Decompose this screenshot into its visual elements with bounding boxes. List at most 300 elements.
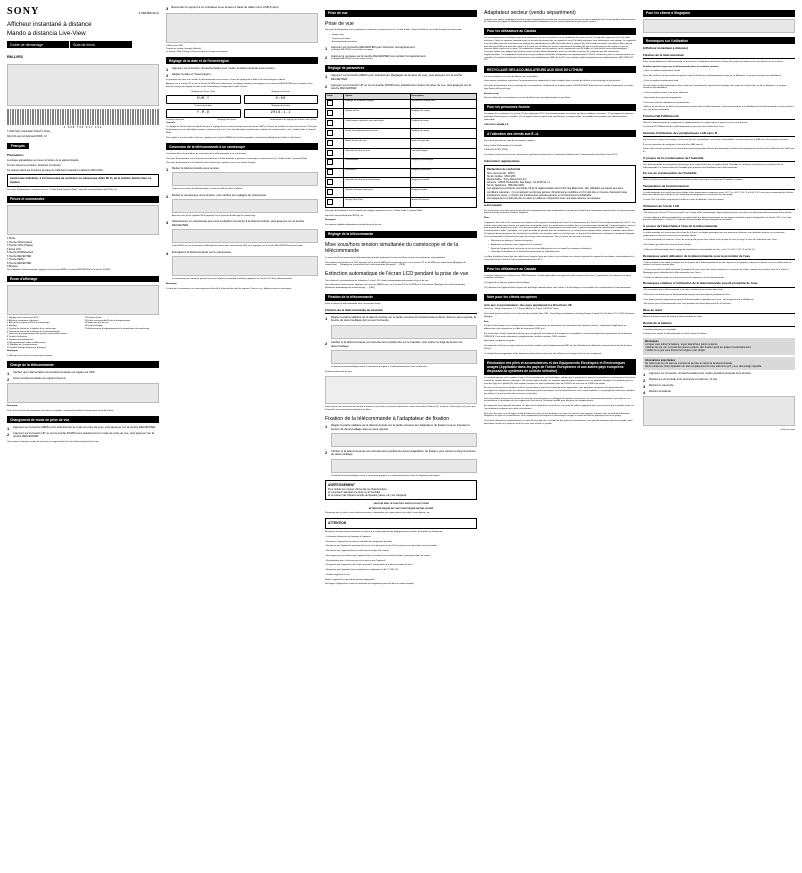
connect-step-2-note: Assurez-vous qu'un symbole Wi-Fi apparaît sur le panneau d'affichage du caméscope. — [172, 215, 256, 218]
attention-title: ATTENTION — [328, 520, 347, 525]
attention-line-10: Mettez l'appareil au rebut de la manière appropriée. — [325, 578, 376, 581]
europe-line-3: Si l'électricité statique ou les champs électrostatiques entraînent une interruption lors du transfert des données (échec), redémarrez l'application ou débranchez, puis rebranchez le câble de connexion (USB, etc.) — [484, 325, 627, 331]
band-fix-steps — [325, 316, 477, 369]
in-water-line-1: • N'ouvrez et ne fermez pas la télécommande lorsque vous êtes dans/à proximité de l'eau. — [643, 293, 731, 296]
canada-heading-3: Pour les utilisateurs au Canada — [484, 265, 636, 272]
support-illustration — [166, 13, 318, 43]
column-2 — [166, 6, 318, 867]
support-step-text: Raccordez le support à un ordinateur sous tension à l'aide du câble micro USB (fourni). — [171, 6, 280, 9]
conseil-body: Le réglage de l'heure d'été est affiché lorsque le réglage horaire entre le temps universel (heure GMT) et l'heure de l'endroit où vous vous trouvez. Pour plus d'informations sur les décalages horaires, reportez-vous à la « Liste des décalages horaires des capitales du monde entière » du « Guide d'aide » (manuel Web). — [166, 126, 318, 134]
battery-removal-heading: Retrait de la batterie — [643, 322, 795, 327]
conseil-body-2: Pour régler le fuseau la date et l'heure, appuyez sur la touche MENU de la télécommande et sélectionnez Réglage de la date et de l'heure). — [166, 136, 302, 139]
fcc-bullet: • Augmenter la distance entre l'appareil et le récepteur. — [488, 244, 636, 247]
avertissement-title: AVERTISSEMENT — [328, 482, 355, 487]
cell-icon — [326, 168, 344, 178]
cell-icon — [326, 99, 344, 109]
footer-continue: → Suite au verso — [778, 428, 795, 431]
lcd-legend-item: 17 Avertissement d'augmentation de la température du caméscope — [84, 327, 150, 330]
wlan-line-2: Sony n'offre aucune garantie et ne saurait être tenue responsable d'éventuels dommages résultant d'un manque de sécurité ou de l'utilisation d'un LAN sans fil. — [643, 148, 795, 154]
declaration-row: Nom commercial : SONY — [487, 171, 515, 175]
lcd-legend-item: 8 Qualité d'utilisation — [7, 336, 28, 339]
cell-desc: Grandissez l'image haut — [410, 99, 476, 109]
declaration-row: Cet appareil est conforme à la Partie 15 de la réglementation de la FCC des États-Unis. Son utilisation est sujette aux deux conditions suivantes : (1) cet appareil ne doit pas générer d'interférences nuisibles et (2) il doit être en mesure d'accepter toute interférence reçue, y compris les interférences pouvant générer un fonctionnement indésirable. — [487, 187, 627, 197]
part-item: 5 Touche DOWN/suivant — [7, 251, 34, 255]
elimination-line-2: Pour les produits qui pour des raisons de sécurité, de performance ou d'intégrité de données nécessitent une connexion permanente à une pile ou à un accumulateur, il conviendra de vous rapprocher d'un service Technique qualifié pour effectuer son remplacement. — [484, 397, 631, 403]
band-attach-note-2: Faites passer une extrémité du bracelet à travers le trou situé à son autre extrémité et serrez le bracelet à l'aide de (1) la boucle. Faites glisser (2) pour que le bracelet soit correctement maintenu en place. — [325, 406, 476, 411]
fcc-bullet: • Réorienter ou déplacer l'antenne réceptrice. — [488, 240, 636, 243]
ac-adapter-heading: Adaptateur secteur (vendu séparément) — [484, 10, 576, 16]
wifi-bt-heading: Fonction Wi-Fi/Bluetooth — [643, 115, 795, 120]
usage-notes-heading: Remarques sur l'utilisation — [643, 37, 795, 44]
part-item: 7 Touche MENU — [7, 258, 25, 262]
usage-line-3: Dans des endroits tels qu'un véhicule garé au soleil, le boîtier de la télécommande risque de se déformer, ce qui peut entraîner une défaillance. — [643, 75, 782, 77]
cell-option: Réglage de la qualité d'image — [344, 99, 410, 109]
battery-removal-line-0: La batterie intégrée est recyclable. — [643, 328, 677, 331]
elimination-line-0: Ce symbole apposé sur le produit, la pile ou l'accumulateur ou sur l'emballage, indique que le produit et les piles et accumulateurs ne doivent pas être traités comme de simples déchets ménagers. Sur certains types de piles, ce symbole apparaît parfois combiné avec un symbole chimique. Les symboles pour le mercure (Hg) ou le plomb (Pb) sont rajoutés lorsque ces piles contiennent plus de 0,0005% de mercure ou 0,004% de plomb. — [484, 377, 636, 385]
settings-url: http://rd1.sony.net/help/cam/1615/h_zz/ — [325, 214, 364, 217]
lcd-legend-item: 5 Témoin de niveau de la batterie d'un caméscope — [7, 327, 56, 330]
shooting-mode-step: Appuyez sur la touche UP ou sur la touche DOWN pour sélectionner le mode de prise de vue, puis appuyez sur la touche REC/ENTER. — [13, 430, 155, 439]
setting-icon — [327, 169, 333, 175]
shoot-settings-heading: Réglage de paramètres — [325, 65, 477, 72]
table-row — [326, 188, 477, 198]
battery-removal-step: Retirez la batterie. — [649, 388, 672, 393]
cell-option: Intervalle de prise de vue — [344, 148, 410, 158]
lcd-legend-item: 4 Réglage — [7, 325, 17, 328]
parts-list — [7, 237, 159, 269]
cell-option: Intervalle de prise de vue time-lapse — [344, 178, 410, 188]
table-row — [326, 119, 477, 129]
elimination-line-5: Pour toute information complémentaire au sujet du recyclage de ce produit ou des piles et accumulateurs, vous pouvez contacter votre municipalité, votre déchetterie locale ou le point de vente où vous avez acheté ce produit. — [484, 420, 633, 425]
title-spanish: Mando a distancia Live-View — [7, 29, 86, 37]
europe-heading: Note pour les clients européens — [484, 294, 636, 301]
connect-body-2: Pour plus d'informations sur la manière de connecter la télécommande à plusieurs caméscopes, reportez-vous au « Guide d'aide » (manuel Web). — [166, 157, 308, 160]
band-fix-step-text: Vérifiez si la télécommande est correctement positionnée sur le bracelet, puis entrez le doigt du bouton de déverrouillage. — [331, 340, 463, 348]
band-fix-step — [325, 316, 477, 339]
remarques-line-2: • Veillez à ne pas vous blesser les ongles et les doigts. — [645, 349, 706, 353]
attention-line-11: Rechargez l'appareil en suivant la méthode de chargement prescrite dans le mode d'emploi. — [325, 583, 415, 586]
lcd-illustration — [7, 285, 159, 315]
copyright: © 2016 Sony Corporation Printed in China — [7, 131, 50, 134]
wlan-line-1: Il est très important de configurer la sécurité d'un LAN sans fil. — [643, 143, 704, 146]
lcd-legend-left — [7, 317, 82, 350]
elimination-line-1: En vous assurant que les produits, piles et accumulateurs sont mis au rebut de façon appropriée, vous participez activement à la prévention des conséquences négatives que leur mauvais traitement pourrait provoquer sur l'environnement et sur la santé humaine. Le recyclage des matériaux contribue par ailleurs à la préservation des ressources naturelles. — [484, 387, 635, 395]
language-tab-french: Français — [7, 143, 29, 149]
cell-option: Panoramique — [344, 158, 410, 168]
caution-line-1: CAUTION RISK OF ELECTRIC SHOCK DO NOT OPEN — [373, 502, 429, 505]
cell-icon — [326, 148, 344, 158]
before-water-line-1: • Si vous avez utilisé la télécommande à proximité de l'eau, avec des mains humaines ou couvertes de sable, nettoyez la poussière et/ou le la saleté. « Nettoyage après utilisation de la télécommande sous l'eau ». — [643, 269, 790, 274]
diagram-label-time: Réglage de l'heure — [271, 90, 290, 93]
before-use-warning-text: Avant toute utilisation, il est nécessaire de connecter un caméscope vidéo Wi-Fi, de la manière décrite dans ce manuel. — [10, 177, 152, 184]
connect-steps — [166, 167, 318, 281]
connect-step — [166, 251, 318, 281]
part-item: 9 Bracelet — [7, 265, 18, 269]
lcd-use-line-0: • Ne laissez pas l'écran LCD face au soleil, car il risque d'être endommagé. Soyez vigilant lorsque vous placez la télécommande à proximité d'une fenêtre. — [643, 211, 793, 214]
table-row — [326, 148, 477, 158]
recycling-body-3: Pour plus d'informations sur le recyclage des accumulateurs, téléphonez au numéro gratuit 1-800-822-8837 (Etats-Unis et Canada uniquement), ou visitez http://www.call2recycle.org/ — [484, 85, 634, 90]
operating-temp-line-0: La télécommande est conçue pour être utilisée à des températures comprises entre -10 °C et +40 °C (14 °F et 104 °F). Il n'est pas recommandé de l'utiliser dans des endroits très chauds ou très froids dont la température se situe hors de cette plage. — [643, 191, 794, 197]
setting-icon — [327, 120, 333, 126]
set-time-body-1: La première fois que vous mettez la télécommande sous tension, l'écran de réglage de la date et de l'heure/région s'affiche. — [166, 78, 286, 81]
support-note: Le témoin CHG (Charge) s'éteint lorsque la charge est terminée. — [166, 50, 229, 53]
lcd-legend — [7, 317, 159, 350]
connect-step — [166, 220, 318, 248]
remarques-line-1: • Retirez les vis, etc. à l'écart des jeunes enfants, afin d'éviter qu'ils les avalent involontairement. — [645, 346, 752, 350]
remarques-box — [643, 338, 795, 355]
connect-step-3-note: Quand Wi-Fi est sur le panneau d'affichage du caméscope, sélectionnez [OK], puis appuyez sur la touche REC/ENTER du caméscope. — [172, 245, 304, 248]
adapter-fix-step-text: Réglez la partie saillante de la télécommande sur la partie concave de l'adaptateur de fixation tout en insérant le bouton de déverrouillage dans le sens opposé. — [331, 423, 470, 431]
table-row — [326, 178, 477, 188]
before-water-line-2: • Vérifiez et éliminez toute trace de fissures ou de craquelures sur la télécommande. — [643, 276, 725, 279]
wlan-security-heading: Sécurité d'utilisation des périphériques LAN sans fil — [643, 132, 795, 137]
support-label-lamp: Témoin de charge (orange) (allumé) — [166, 47, 202, 50]
waterproof-line-1: • La télécommande est étanche à l'eau, de sorte qu'elle puisse être utilisée sous la pluie ou sous la neige, ou lors de l'utilisation sous l'eau. — [643, 239, 778, 242]
lcd-use-heading: Utilisation de l'écran LCD — [643, 205, 795, 210]
part-item: 8 Touche REC/ENTER — [7, 261, 32, 265]
declaration-row: No de Téléphone : 858-942-2230 — [487, 184, 524, 188]
part-item: 4 Écran LCD — [7, 247, 21, 251]
persons-heading: Pour les personnes fournis — [484, 104, 636, 111]
adapter-fix-step — [325, 424, 477, 447]
attention-line-6: • Ne démontez pas, n'écrasez pas ou ne percez pas l'appareil. — [325, 559, 386, 562]
lcd-value-date: 2016-1-1 — [244, 109, 319, 118]
battery-heat-warning: N'exposez pas les piles à une chaleur excessive, notamment aux rayons directs du soleil, à une flamme, etc. — [325, 512, 431, 515]
band-fix-step-note: Le bouton de déverrouillage revient à sa position d'origine si la télécommande est fixée au bracelet. — [331, 366, 428, 369]
column-1 — [7, 6, 159, 867]
band-fix-image-2 — [331, 350, 477, 364]
connect-step-1-note: Quand vous activez la télécommande, l'écran de veille du Wi-Fi s'affiche. — [172, 188, 243, 191]
lcd-legend-item: 3 État de la réception GPS d'un caméscope — [7, 322, 50, 325]
diagram-label-hour: Réglage de l'heure — [217, 118, 236, 121]
adapter-fix-image-2 — [331, 459, 477, 473]
settings-note-2: Les options réglables dépendent du mode de prise de vue. — [325, 224, 382, 227]
power-sim-body-1: Le mise sous/hors tension de la télécommande entraîne également la mise sous/hors tension du caméscope correspondant. — [325, 256, 446, 259]
attention-line-7: • N'exposez pas l'appareil à des chocs excessifs, notamment ne le laissez tomber de haut. — [325, 564, 413, 567]
connect-step-4-image — [172, 256, 318, 276]
table-row — [326, 129, 477, 139]
setting-icon — [327, 150, 333, 156]
persons-body: Cet appareil est conforme à la section 15 des règlements FCC. Son fonctionnement est soumis aux deux conditions suivantes : (1) cet appareil ne doit pas provoquer d'interférences nuisibles, (2) cet appareil doit accepter toute interférence, y compris celles susceptibles de provoquer son fonctionnement indésirable. — [484, 113, 634, 121]
setting-icon — [327, 110, 333, 116]
fcc-after: Le câble d'interface fourni doit être utilisé avec l'appareil pour que celui-ci soit conforme aux critères régissant les appareils numériques, conformément à la sous-partie B de la Partie 15 de la réglementation de la FCC. — [484, 255, 635, 261]
singapore-mark — [643, 19, 795, 33]
precautions-line-3: Ce manuel décrit les fonctions de base de l'afficheur instantané à distance RM-LVR3. — [7, 169, 104, 173]
shooting-step-note: Le témoin REC/Wi-Fi vire du bleu au rouge. — [331, 49, 374, 52]
lcd-legend-item: 14 Durée enregistrable/Durée d'enregistrement — [84, 319, 131, 322]
power-sim-heading: Mise sous/hors tension simultanée du caméscope et de la télécommande — [325, 241, 459, 255]
precautions-line-1: La plaque signalétique se trouve à l'arrière de la télécommande. — [7, 158, 80, 162]
adapter-fix-step-note: Le bouton de déverrouillage revient à sa position d'origine si la télécommande est fixée à l'adaptateur de fixation. — [331, 474, 441, 477]
time-diagram-2 — [166, 105, 318, 119]
elimination-line-3: En rapportant votre appareil électrique, les piles et accumulateurs en fin de vie à un point de collecte approprié vous vous assurez que le produit, la pile ou l'accumulateur incorporé sera traité correctement. — [484, 405, 634, 410]
set-time-step: Appuyez sur la touche ∪(marche/veille) pour mettre la télécommande sous tension. — [172, 65, 276, 70]
usage-notes-sub-1b: Fixation de la télécommande — [643, 54, 795, 59]
settings-note: Pour plus d'informations sur les options de réglage, reportez-vous au « Guide d'aide » (manuel Web). — [325, 209, 424, 212]
shooting-big-heading: Prise de vue — [325, 20, 354, 27]
in-water-line-3: • Ne laissez pas la télécommande sous l'eau pendant une durée dépassant les 30 minutes. — [643, 303, 732, 306]
europe-line-6: Cet appareil a été testé et jugé conforme aux limites établies par la réglementation EMC lors de l'utilisation de câbles de connexion de moins de 3 mètres (9,8 pi). — [484, 345, 633, 350]
usage-line-7: • À proximité d'un puissant magnétisme — [643, 96, 682, 99]
avertissement-line-3: 2) ne placez pas d'objets remplis de liquides (vases, etc.) sur l'appareil. — [328, 494, 407, 498]
battery-removal-line-1: Lorsque vous mettez la télécommande au rebut, retirez la batterie. — [643, 333, 708, 336]
attention-line-8: • N'exposez pas l'appareil à des températures supérieures à 60 °C (140 °F). — [325, 569, 399, 572]
europe-line-1: Pour toute question relative à la conformité des produits dans l'UE : Sony Belgium, bijkantoor van Sony Europe Limited, Da Vincilaan 7-D1, 1935 Zaventem, Belgique — [484, 313, 635, 318]
connect-step-3-image — [172, 229, 318, 243]
cspc-code: CAN ICES-3 B/NMB-3 B — [484, 123, 509, 126]
recycling-body-2: Vous pouvez contribuer à préserver l'environnement en rapportant les piles usagées dans un point de collecte et de recyclage le plus proche. — [484, 80, 621, 83]
set-time-heading: Réglage de la date et de l'heure/région — [166, 57, 318, 64]
shooting-mode-steps — [7, 426, 159, 439]
canada3-item-2: (2) l'utilisateur de l'appareil doit accepter tout brouillage radioélectrique subi, même si le brouillage est susceptible d'en compromettre le fonctionnement. — [484, 286, 632, 289]
cell-desc: Activer/Désactiver — [410, 198, 476, 208]
battery-removal-steps — [643, 372, 795, 393]
cell-desc: Réglage panoramique — [410, 158, 476, 168]
support-step-number: 3 — [166, 6, 169, 11]
important-info-line-1: Nous refuserons toute réparation ou tout remplacement si nous estimons qu'il y a eu démontage injustifié. — [645, 364, 762, 368]
declaration-row: Responsable : Sony Electronics Inc. — [487, 178, 528, 182]
column-3 — [325, 6, 477, 867]
settings-table — [325, 93, 477, 208]
parts-note: Pour déballer la télécommande, appuyez sur le bouton MENU, la touche REC/ENTER et la touche DOWN. — [7, 268, 111, 271]
declaration-row: Cet équipement ne doit pas être co-situé ou utilisé en conjonction avec une autre antenne ou émetteur. — [487, 196, 601, 200]
shooting-step-text: Appuyez à nouveau sur la touche REC/ENTER pour arrêter l'enregistrement. — [331, 53, 427, 58]
cell-icon — [326, 119, 344, 129]
cell-icon — [326, 139, 344, 149]
shooting-step — [325, 55, 477, 61]
lcd-legend-item: 12 Qualité d'image (fréquence d'images) — [7, 347, 47, 350]
avertissement-line-1: Pour réduire les risques d'incendie ou d'électrocution, — [328, 487, 388, 491]
connect-step-text: Sélectionnez un caméscope que vous souhaitez connecter à la télécommande, puis appuyez sur la touche REC/ENTER. — [172, 219, 305, 227]
time-diagram — [166, 91, 318, 105]
adapter-fix-step — [325, 450, 477, 478]
table-row — [326, 139, 477, 149]
usage-line-2: • Dans un endroit extrêmement chaud — [643, 70, 680, 73]
auto-lcd-off-heading: Extinction automatique de l'écran LCD pendant la prise de vue — [325, 271, 469, 278]
document-number: 4-568-806-21(1) — [138, 10, 159, 15]
charge-heading: Charge de la télécommande — [7, 361, 159, 368]
adapter-fix-steps — [325, 424, 477, 477]
europe-sub-heading: Avis aux consommateurs des pays appliquant les Directives UE — [484, 302, 572, 307]
in-water-line-2: • Des baffes peuvent apparaître lorsque la télécommande est plongée sous l'eau ; l'on n'agit pas d'une défaillance. — [643, 298, 754, 301]
badge-guide-es: Guía de inicio — [70, 41, 132, 48]
set-time-step: Réglez la date et l'heure/région. — [172, 71, 212, 76]
cell-icon — [326, 198, 344, 208]
settings-note-heading: Remarque — [325, 219, 336, 222]
connect-step-4-note: Le caméscope est connecté quand l'écran de l'afficheur instantané à distance apparaît sur l'écran LCD de la télécommande. — [172, 278, 293, 281]
important-info-title: Informations importantes — [645, 358, 676, 362]
before-use-after: Pour plus d'informations, reportez-vous au « Guide d'aide (manuel Web) : http://rd1.sony.net/help/cam/1615/h_zz/ — [7, 189, 117, 192]
connect-step-text: Mettez la télécommande sous tension. — [172, 166, 220, 170]
europe-line-2: Avis — [484, 320, 489, 323]
lcd-note: L'affichage varie selon le caméscope connecté. — [7, 354, 53, 357]
battery-removal-illustration — [643, 396, 795, 426]
usage-line-9: Veillez à ne pas laisser le sable ou la poussière pénétrer dans la télécommande. Cela peut provoquer une défaillance de la télécommande et, dans certains cas, une panne irréparable. — [643, 106, 794, 111]
declaration-row: Adresse : 16535 Via Esprillo, San Diego, CA 92127 É.-U. — [487, 181, 551, 185]
lcd-value-format: Y-M-D — [166, 109, 241, 118]
europe-line-7: Le champ électromagnétique à des fréquences particulières peut avoir une influence sur l'image et le son de cet appareil. — [484, 352, 602, 355]
power-sim-body-2: Pour régler cette fonction sur OFF, appuyez sur la touche MENU du caméscope, puis sur la touche UP ou DOWN pour sélectionner (Réglages du caméscope) → (Réglage de la puissance de la télécommande (Exemple) → [OFF]. — [325, 261, 466, 267]
attention-line-2: • Ne laissez l'appareil en aucune la méthode de chargement possible. — [325, 540, 393, 543]
shooting-bullet: • Images fixes — [329, 34, 477, 37]
setting-icon — [327, 100, 333, 106]
in-water-line-0: • Ne soumettez pas la télécommande à un choc, notamment en sautant dans l'eau. — [643, 289, 724, 292]
part-item: 1 Borne — [7, 237, 16, 241]
europe-line-4: Par la présente, Sony Corporation déclare que cet appareil est conforme aux exigences essentielles et aux autres dispositions pertinentes de la directive 1999/5/CE. Pour toute information complémentaire, veuillez consulter l'URL suivante : — [484, 332, 632, 338]
cell-icon — [326, 178, 344, 188]
cell-option: Format de film — [344, 109, 410, 119]
shooting-body: Pour plus d'informations sur les opérations ci-dessous, reportez-vous au « Guide d'aide » (manuel Web) ou au mode d'emploi du caméscope. — [325, 29, 463, 32]
setting-icon — [327, 130, 333, 136]
shooting-mode-step: Appuyez sur la touche MENU pour sélectionner le mode de prise de vue), puis appuyez sur la touche REC/ENTER. — [13, 424, 157, 429]
usage-notes-sub-1: [Afficheur instantané à distance] — [643, 46, 688, 51]
connect-step-text: Mettez le caméscope sous tension, puis vérifiez les réglages du caméscope. — [172, 192, 267, 197]
cell-icon — [326, 158, 344, 168]
band-fix-heading: Fixation de la télécommande — [325, 294, 477, 301]
cell-option: Steady Shot (Film) — [344, 198, 410, 208]
shoot-settings-step: Appuyez sur la touche MENU pour sélectionner (Réglages de la prise de vue), puis appuyez sur la touche REC/ENTER. — [331, 73, 463, 81]
condensation-case-heading: En cas de condensation de l'humidité — [643, 172, 795, 177]
charge-steps — [7, 371, 159, 380]
columns-container — [7, 6, 795, 867]
table-row — [326, 158, 477, 168]
fcc-bullet: • Consulter le détaillant ou un technicien expérimenté en radio/télévision. — [488, 251, 636, 254]
shooting-mode-note: Vous pouvez changer le mode de prise de vue appareil dans le coin inférieur gauche de l'écran. — [7, 441, 100, 444]
setting-icon — [327, 199, 333, 205]
cell-option: Retardateur — [344, 168, 410, 178]
table-row — [326, 198, 477, 208]
lcd-legend-item: 13 Format de film — [84, 316, 102, 319]
lcd-legend-item: 6 Témoin de niveau de la batterie de la télécommande — [7, 330, 60, 333]
declaration-title: Déclaration de conformité — [487, 168, 521, 172]
diagram-label-confirm: Confirmations du réglage de la date et de l'heure — [269, 118, 317, 121]
support-label-cable: Câble micro USB — [166, 45, 183, 47]
help-url: http://rd1.sony.net/help/cam/1615/h_zz/ — [7, 135, 48, 138]
waterproof-line-0: La télécommande est conçue pour être étanche à l'eau. Les dégâts provoqués par une mauvaise utilisation, une utilisation abusive ou un entretien inapproprié ne sont pas couverts par la garantie limitée. — [643, 231, 785, 237]
usage-line-5: Si vous rangez la télécommande en plein soleil ou à proximité d'un appareil de chauffage, elle risque de se décolorer ou de se déformer, ce qui peut entraîner une défaillance. — [643, 84, 787, 90]
connect-step — [166, 194, 318, 218]
shooting-step — [325, 46, 477, 52]
cell-option: Taille images capturées avec time-lapse — [344, 119, 410, 129]
lcd-legend-item: 11 Réglage de l'enregistrement — [7, 344, 38, 347]
parts-heading: Pièces et commandes — [7, 196, 159, 203]
table-row — [326, 109, 477, 119]
lcd-legend-item: 9 Support d'enregistrement — [7, 338, 34, 341]
attention-box — [325, 518, 477, 529]
cell-desc: Réglage nombre — [410, 188, 476, 198]
fcc-bullet: • Brancher l'appareil dans une prise ou sur un circuit différent de celui sur lequel le récepteur est branché. — [488, 248, 636, 251]
product-illustration — [7, 64, 159, 106]
wlan-line-0: Pour éviter les risques de piratage, il accès par des tiers malveillants, ou d'autres vulnérabilités, assurez-vous que le LAN sans fil est toujours sécurisé. — [643, 138, 790, 141]
operating-temp-heading: Température de fonctionnement — [643, 185, 795, 190]
usage-line-4: • Dans un endroit extrêmement froid — [643, 79, 679, 82]
diagram-label-dateformat: Format de la date — [194, 104, 212, 107]
attention-us-line-0: Pour toute question au sujet de cet appareil, appeler : — [484, 139, 536, 142]
model-number: RM-LVR3 — [7, 55, 23, 60]
connect-camera-heading: Connexion de la télécommande à un caméscope — [166, 143, 318, 150]
connect-step-text: Enregistrez la télécommande sur le caméscope. — [172, 249, 232, 254]
attention-us-line-2: 1-800-222-SONY (7669) — [484, 149, 508, 152]
part-item: 3 Témoin CHG (Charge) — [7, 244, 33, 248]
cell-option: Durée d'enregistrement en boucle — [344, 129, 410, 139]
elimination-heading: Elimination des piles et accumulateurs et des Equipements Electriques et Electroniques usagés (Applicable dans les pays de l'Union Européenne et aux autres pays européens disposant de systèmes de collecte sélective) — [484, 359, 636, 374]
band-attach-note: Fixation du bracelet au bras. — [325, 371, 353, 374]
europe-line-5: http://www.compliance.sony.de/ — [484, 340, 515, 343]
fcc-warning-body: Par la présente, vous êtes avisé du fait que tout changement ou toute modification ne faisant pas l'objet d'une autorisation expresse dans le présent manuel pourrait annuler votre droit d'utiliser l'appareil. — [484, 209, 635, 215]
band-fix-body: Fixez et utilisez la télécommande avec l'accessoire fourni. — [325, 303, 382, 306]
battery-removal-step: Appuyez sur la touche ∪(marche/veille) pour mettre la télécommande hors tension. — [649, 370, 752, 375]
diagram-label-monthday: Transfert mois/jour — [166, 118, 185, 121]
before-water-heading: Remarques avant utilisation de la télécommande sous la proximité de l'eau — [643, 255, 795, 260]
cell-desc: Mode d'image fixe — [410, 139, 476, 149]
connect-step-1-image — [172, 172, 318, 186]
connect-note: L'écran de la connexion à un caméscope peut être dû à la densité du trafic de signaux. Dans ce cas, déplacez-vous et réessayez. — [166, 288, 292, 291]
remarques-line-0: Lorsque vous retirez la batterie, soyez attentif aux points suivants. — [645, 343, 719, 347]
canada3-body: Le présent appareil est conforme aux CNR d'Industrie Canada applicables aux appareils radio exempts de licence. L'exploitation est autorisée aux deux conditions suivantes : — [484, 274, 631, 280]
regulatory-info-title: Information réglementaire — [484, 158, 520, 163]
remarques-title: Remarques — [645, 340, 659, 344]
setting-icon — [327, 179, 333, 185]
set-time-body-2: Appuyez sur la touche UP ou sur la touche DOWN pour sélectionner le réglage souhaité, puis appuyez sur la touche REC/ENTER pour confirmer. Vous pouvez changer de réglage de date et de l'heure/région change dans l'ordre suivant. — [166, 83, 313, 89]
cell-option: Nombre d'images time-lapse — [344, 188, 410, 198]
diagram-label-date: Réglage de la date — [271, 104, 290, 107]
cell-icon — [326, 188, 344, 198]
cell-icon — [326, 109, 344, 119]
fcc-note-body: L'appareil a été testé et est conforme aux exigences d'un appareil numérique de Classe B, conformément à la Partie 15 de la réglementation de la FCC. Ces critères sont conçus pour fournir une protection raisonnable contre les interférences nuisibles dans un environnement résidentiel. L'appareil génère, utilise et peut émettre des fréquences radio ; s'il n'est pas installé et utilisé conformément aux instructions, il pourrait provoquer des interférences nuisibles aux communications radio. Cependant, il n'est pas possible de garantir que des interférences ne seront pas provoquées dans certaines conditions particulières. Si l'appareil devait provoquer des interférences nuisibles à la réception radio ou à la télévision, ce qui peut être démontré en allumant et éteignant l'appareil, il est recommandé à l'utilisateur d'essayer de corriger cette situation par l'une ou l'autre des mesures suivantes : — [484, 221, 636, 238]
cell-option: Mode de prise de vue — [344, 139, 410, 149]
charge-step: Vérifiez que l'alimentation de la télécommande est réglée sur OFF. — [13, 369, 96, 374]
auto-lcd-off-body-1: Pour réduire la consommation de la batterie, l'écran LCD s'éteint automatiquement pendant la prise de vue. — [325, 279, 429, 282]
before-use-warning — [7, 174, 159, 187]
attention-line-9: • Gardez l'appareil au sec. — [325, 573, 351, 576]
set-time-steps — [166, 67, 318, 76]
time-diagram-3 — [166, 119, 318, 122]
lcd-screen-heading: Écran d'affichage — [7, 276, 159, 283]
shooting-bullet: • Enregistrement en boucle — [329, 41, 477, 44]
battery-removal-step: Retirez le couvercle. — [649, 382, 675, 387]
condensation-body: Si la télécommande est transportée directement d'un endroit froid vers un endroit chaud, l'humidité se condense à l'intérieur ou à l'extérieur de la télécommande. La condensation de l'humidité peut entraîner une défaillance de la télécommande. — [643, 163, 783, 169]
singapore-heading: Pour les clients à Singapour — [643, 10, 795, 17]
fcc-note-title: Note : — [484, 217, 491, 220]
shooting-steps — [325, 46, 477, 61]
lcd-note-heading: Remarque — [7, 349, 18, 352]
usage-line-8: • Dans des endroits sablonneux ou poussiéreux — [643, 101, 690, 104]
band-fix-sub-heading: Fixation de la télécommande au bracelet — [325, 309, 477, 314]
before-water-line-0: • Si de la saleté ou du sable se dépose sur les bornes de la télécommande (là où elle repose sur le support), nettoyez les bornes avec un chiffon doux en veillant à ne laisser aucune fibre. — [643, 261, 792, 267]
barcode-number: 4 548 736 017 131 — [63, 125, 103, 129]
lcd-legend-right — [85, 317, 160, 350]
cell-desc: Intervalle images — [410, 148, 476, 158]
connect-step-2-image — [172, 199, 318, 213]
settings-col-option: Option — [344, 94, 410, 99]
setting-icon — [327, 189, 333, 195]
sony-logo: SONY — [7, 6, 40, 17]
condensation-heading: À propos de la condensation de l'humidité — [643, 157, 795, 162]
lcd-use-line-1: • Si vous utilisez la télécommande dans un endroit froid, des lignes horizontales ou une image résiduelle risquent d'apparaître sur l'écran LCD. Il ne s'agit pas d'une défaillance. L'écran LCD redevient normal lorsque la télécommande se réchauffe. — [643, 216, 792, 222]
cell-desc: Réglage du temps — [410, 129, 476, 139]
connect-step — [166, 167, 318, 191]
cell-desc: Réglage intervalle — [410, 178, 476, 188]
diagram-label-dst: Réglage de l'heure d'été — [191, 90, 216, 93]
waterproof-line-3: • Utilisez la télécommande dans la plage de température recommandée de l'eau : de 0 °C à 40 °C (32 °F et 104 °F). — [643, 248, 756, 251]
band-fix-step — [325, 341, 477, 369]
charge-step: Fixez la télécommande au support (fourni). — [13, 375, 67, 380]
cell-desc: Réglage du zoom — [410, 119, 476, 129]
operating-temp-line-1: L'écran LCD et le boîtier risquent de chauffer en cours d'utilisation. Cela est normal. — [643, 199, 724, 202]
attention-line-4: • Ne laissez pas l'appareil dans un véhicule par temps très chaud. — [325, 550, 389, 553]
part-item: 2 Touche UP/précédent — [7, 240, 32, 244]
declaration-row: No de modèle : RM-LVR3 — [487, 174, 516, 178]
